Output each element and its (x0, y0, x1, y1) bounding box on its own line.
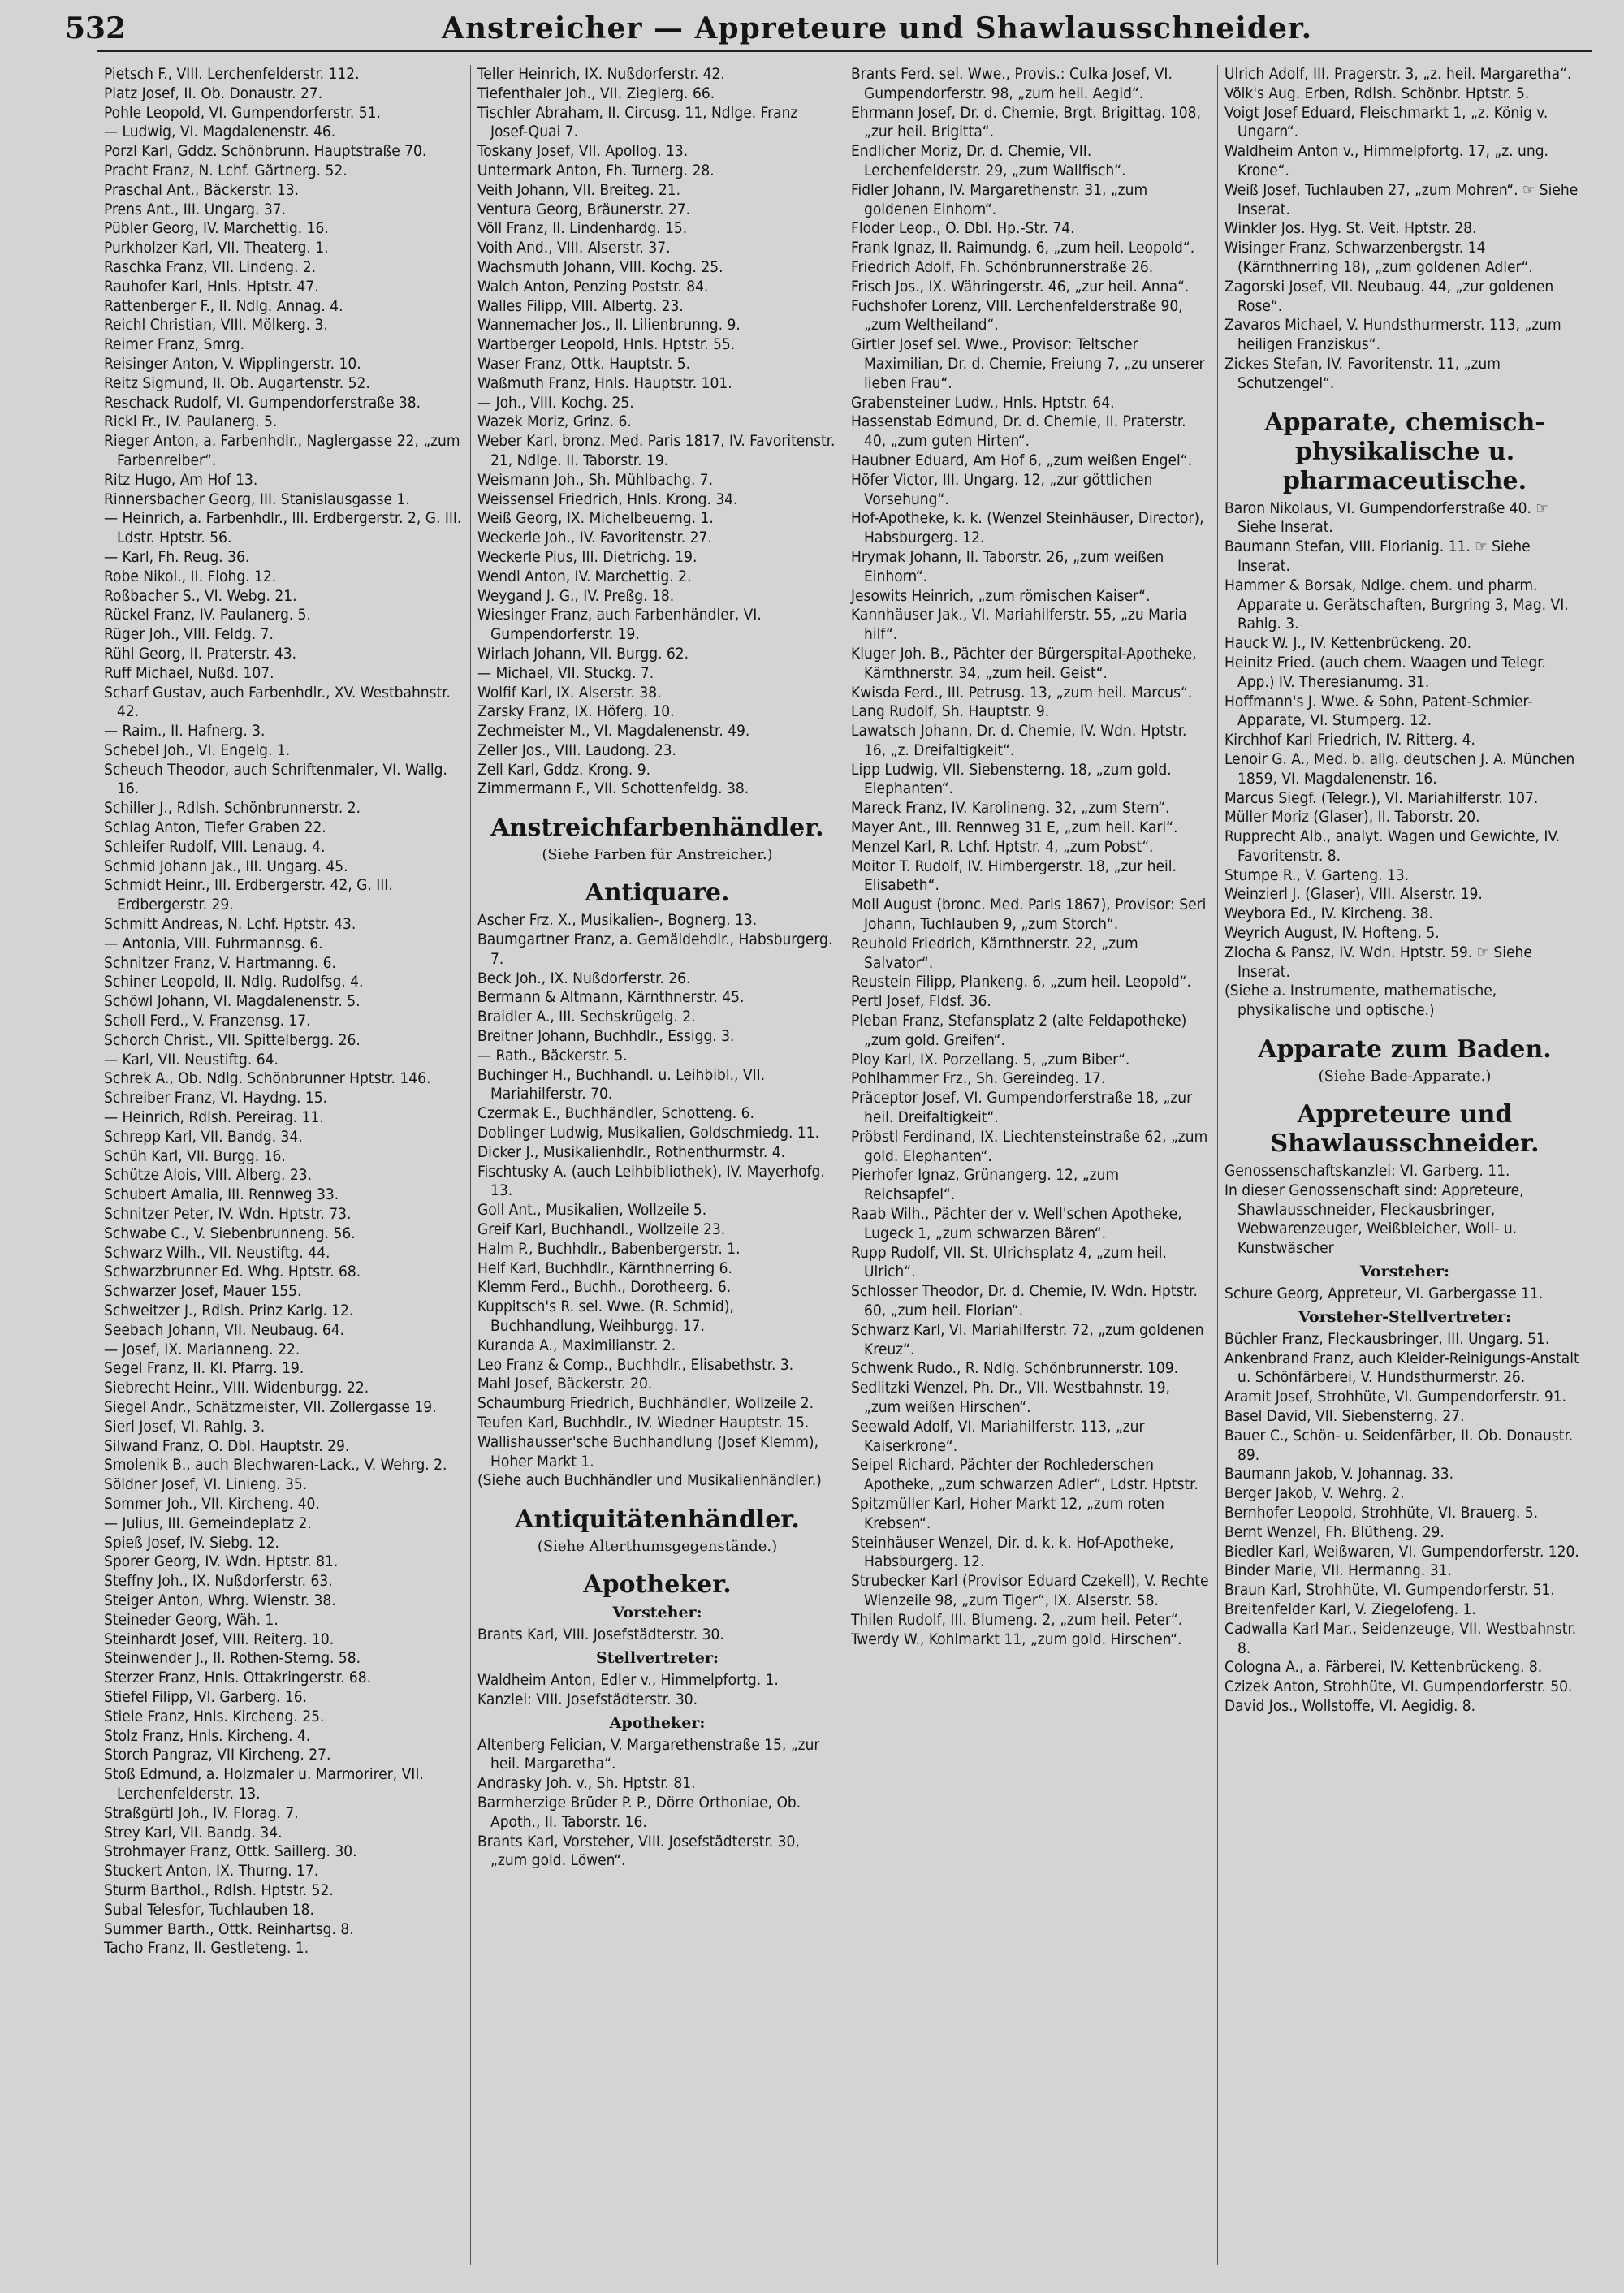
directory-entry: Pröbstl Ferdinand, IX. Liechtensteinstraße 62, „zum gold. Elephanten“. (851, 1127, 1208, 1165)
directory-entry: Ascher Frz. X., Musikalien-, Bognerg. 13. (477, 911, 758, 930)
directory-entry: Strohmayer Franz, Ottk. Saillerg. 30. (104, 1842, 357, 1861)
directory-entry: Rückel Franz, IV. Paulanerg. 5. (104, 606, 311, 624)
column-2 (471, 65, 844, 2265)
directory-entry: Dicker J., Musikalienhdlr., Rothenthurmstr. 4. (477, 1142, 786, 1161)
directory-entry: Sommer Joh., VII. Kircheng. 40. (104, 1494, 320, 1513)
directory-entry: Völk's Aug. Erben, Rdlsh. Schönbr. Hptstr. 5. (1224, 84, 1530, 102)
directory-entry: Stumpe R., V. Garteng. 13. (1224, 866, 1410, 884)
directory-entry: Seewald Adolf, VI. Mariahilferstr. 113, „zur Kaiserkrone“. (851, 1417, 1145, 1455)
subsection-heading: Vorsteher: (612, 1604, 702, 1622)
entry-list (477, 1626, 837, 1645)
directory-entry: Brants Ferd. sel. Wwe., Provis.: Culka Josef, VI. Gumpendorferstr. 98, „zum heil. Aegid“. (851, 65, 1173, 102)
directory-entry: Aramit Josef, Strohhüte, VI. Gumpendorferstr. 91. (1224, 1388, 1567, 1406)
directory-entry: Kuppitsch's R. sel. Wwe. (R. Schmid), Buchhandlung, Weihburgg. 17. (477, 1298, 734, 1336)
directory-entry: Rieger Anton, a. Farbenhdlr., Naglergasse 22, „zum Farbenreiber“. (104, 432, 460, 469)
directory-entry: Goll Ant., Musikalien, Wollzeile 5. (477, 1201, 707, 1220)
directory-entry: Fidler Johann, IV. Margarethenstr. 31, „zum goldenen Einhorn“. (851, 180, 1148, 218)
directory-entry: — Joh., VIII. Kochg. 25. (477, 393, 634, 412)
directory-entry: Schweitzer J., Rdlsh. Prinz Karlg. 12. (104, 1302, 354, 1319)
directory-entry: Straßgürtl Joh., IV. Florag. 7. (104, 1803, 299, 1822)
running-title: Anstreicher — Appreteure und Shawlausschneider. (441, 11, 1313, 45)
column-1 (97, 65, 471, 2265)
directory-entry: Girtler Josef sel. Wwe., Provisor: Teltscher Maximilian, Dr. d. Chemie, Freiung 7, „zu unserer lieben Frau“. (851, 335, 1205, 392)
directory-entry: Ritz Hugo, Am Hof 13. (104, 470, 258, 489)
directory-entry: Buchinger H., Buchhandl. u. Leihbibl., VII. Mariahilferstr. 70. (477, 1065, 766, 1103)
directory-entry: Völl Franz, II. Lindenhardg. 15. (477, 219, 688, 238)
directory-entry: Schrek A., Ob. Ndlg. Schönbrunner Hptstr. 146. (104, 1069, 431, 1088)
directory-entry: Schorch Christ., VII. Spittelbergg. 26. (104, 1030, 361, 1049)
directory-entry: Pertl Josef, Fldsf. 36. (851, 992, 991, 1011)
page-number: 532 (65, 11, 127, 45)
entry-list (1224, 65, 1585, 394)
directory-entry: Fuchshofer Lorenz, VIII. Lerchenfelderstraße 90, „zum Weltheiland“. (851, 296, 1183, 335)
directory-entry: Schnitzer Peter, IV. Wdn. Hptstr. 73. (104, 1205, 352, 1224)
directory-entry: Zarsky Franz, IX. Höferg. 10. (477, 702, 675, 721)
directory-entry: Sporer Georg, IV. Wdn. Hptstr. 81. (104, 1552, 339, 1571)
directory-entry: Weiß Josef, Tuchlauben 27, „zum Mohren“. ☞ Siehe Inserat. (1224, 180, 1579, 218)
directory-entry: Fischtusky A. (auch Leihbibliothek), IV. Mayerhofg. 13. (477, 1162, 825, 1200)
directory-entry: Hammer & Borsak, Ndlge. chem. und pharm. Apparate u. Gerätschaften, Burgring 3, Mag. VI. Rahlg. 3. (1224, 576, 1569, 633)
directory-entry: Twerdy W., Kohlmarkt 11, „zum gold. Hirschen“. (851, 1630, 1182, 1648)
directory-entry: Heinitz Fried. (auch chem. Waagen und Telegr. App.) IV. Theresianumg. 31. (1224, 653, 1546, 691)
directory-entry: Altenberg Felician, V. Margarethenstraße 15, „zur heil. Margaretha“. (477, 1735, 820, 1773)
directory-entry: Baron Nikolaus, VI. Gumpendorferstraße 40. ☞ Siehe Inserat. (1224, 499, 1548, 537)
directory-entry: Büchler Franz, Fleckausbringer, III. Ungarg. 51. (1224, 1329, 1550, 1348)
directory-entry: Waldheim Anton, Edler v., Himmelpfortg. 1. (477, 1670, 779, 1689)
directory-entry: Wendl Anton, IV. Marchettig. 2. (477, 567, 692, 585)
directory-entry: Voith And., VIII. Alserstr. 37. (477, 239, 671, 257)
section-note: (Siehe Farben für Anstreicher.) (542, 846, 773, 864)
directory-entry: — Antonia, VIII. Fuhrmannsg. 6. (104, 934, 323, 952)
directory-entry: Kannhäuser Jak., VI. Mariahilferstr. 55, „zu Maria hilf“. (851, 606, 1187, 644)
directory-entry: Zechmeister M., VI. Magdalenenstr. 49. (477, 722, 750, 741)
subsection-heading: Vorsteher-Stellvertreter: (1298, 1307, 1511, 1326)
directory-entry: Lipp Ludwig, VII. Siebensterng. 18, „zum gold. Elephanten“. (851, 760, 1172, 798)
directory-entry: Stoß Edmund, a. Holzmaler u. Marmorirer, VII. Lerchenfelderstr. 13. (104, 1765, 424, 1803)
directory-entry: Schmid Johann Jak., III. Ungarg. 45. (104, 857, 348, 875)
directory-entry: Weinzierl J. (Glaser), VIII. Alserstr. 19. (1224, 885, 1483, 904)
directory-entry: Schubert Amalia, III. Rennweg 33. (104, 1185, 339, 1204)
directory-entry: Reuhold Friedrich, Kärnthnerstr. 22, „zum Salvator“. (851, 934, 1138, 972)
directory-entry: Winkler Jos. Hyg. St. Veit. Hptstr. 28. (1224, 219, 1477, 238)
directory-entry: Siebrecht Heinr., VIII. Widenburgg. 22. (104, 1379, 369, 1397)
directory-entry: Barmherzige Brüder P. P., Dörre Orthoniae, Ob. Apoth., II. Taborstr. 16. (477, 1793, 801, 1831)
directory-entry: Schlag Anton, Tiefer Graben 22. (104, 818, 326, 837)
directory-entry: Roßbacher S., VI. Webg. 21. (104, 586, 297, 605)
directory-entry: Moitor T. Rudolf, IV. Himbergerstr. 18, „zur heil. Elisabeth“. (851, 857, 1177, 895)
directory-entry: Platz Josef, II. Ob. Donaustr. 27. (104, 84, 323, 102)
directory-entry: Schlosser Theodor, Dr. d. Chemie, IV. Wdn. Hptstr. 60, „zum heil. Florian“. (851, 1282, 1198, 1319)
directory-entry: Hoffmann's J. Wwe. & Sohn, Patent-Schmier-Apparate, VI. Stumperg. 12. (1224, 692, 1533, 730)
directory-entry: Stolz Franz, Hnls. Kircheng. 4. (104, 1726, 311, 1745)
subsection-heading: Vorsteher: (1359, 1263, 1450, 1281)
columns (97, 65, 1592, 2265)
directory-entry: Scheuch Theodor, auch Schriftenmaler, VI. Wallg. 16. (104, 760, 447, 798)
directory-entry: Grabensteiner Ludw., Hnls. Hptstr. 64. (851, 393, 1115, 412)
directory-entry: — Heinrich, a. Farbenhdlr., III. Erdbergerstr. 2, G. III. Ldstr. Hptstr. 56. (104, 509, 462, 547)
directory-entry: Storch Pangraz, VII Kircheng. 27. (104, 1746, 331, 1764)
directory-entry: Braidler A., III. Sechskrügelg. 2. (477, 1008, 696, 1026)
directory-entry: Silwand Franz, O. Dbl. Hauptstr. 29. (104, 1436, 350, 1455)
directory-entry: Doblinger Ludwig, Musikalien, Goldschmiedg. 11. (477, 1124, 820, 1142)
directory-entry: Weissensel Friedrich, Hnls. Krong. 34. (477, 490, 738, 508)
directory-entry: Breitenfelder Karl, V. Ziegelofeng. 1. (1224, 1600, 1476, 1618)
directory-entry: Reimer Franz, Smrg. (104, 335, 245, 354)
directory-entry: Stiefel Filipp, VI. Garberg. 16. (104, 1687, 308, 1706)
directory-entry: Zickes Stefan, IV. Favoritenstr. 11, „zum Schutzengel“. (1224, 354, 1501, 392)
directory-entry: Sterzer Franz, Hnls. Ottakringerstr. 68. (104, 1669, 371, 1687)
directory-entry: Pohle Leopold, VI. Gumpendorferstr. 51. (104, 103, 381, 122)
directory-entry: David Jos., Wollstoffe, VI. Aegidig. 8. (1224, 1696, 1476, 1715)
directory-entry: Ploy Karl, IX. Porzellang. 5, „zum Biber“. (851, 1050, 1130, 1069)
directory-entry: Zeller Jos., VIII. Laudong. 23. (477, 741, 676, 759)
directory-entry: Steinwender J., II. Rothen-Sterng. 58. (104, 1649, 361, 1668)
directory-entry: Breitner Johann, Buchhdlr., Essigg. 3. (477, 1027, 735, 1046)
directory-entry: Baumann Stefan, VIII. Florianig. 11. ☞ Siehe Inserat. (1224, 538, 1531, 575)
directory-entry: Reschack Rudolf, VI. Gumpendorferstraße 38. (104, 393, 421, 412)
directory-entry: Schwarz Wilh., VII. Neustiftg. 44. (104, 1243, 330, 1262)
directory-entry: Rauhofer Karl, Hnls. Hptstr. 47. (104, 277, 319, 296)
directory-entry: Hauck W. J., IV. Kettenbrückeng. 20. (1224, 634, 1472, 653)
directory-entry: Bauer C., Schön- u. Seidenfärber, II. Ob. Donaustr. 89. (1224, 1426, 1574, 1464)
directory-entry: — Heinrich, Rdlsh. Pereirag. 11. (104, 1108, 324, 1127)
directory-entry: Reisinger Anton, V. Wipplingerstr. 10. (104, 354, 361, 373)
section-heading: Appreteure und Shawlausschneider. (1270, 1100, 1540, 1159)
section-heading: Apotheker. (583, 1570, 732, 1600)
directory-entry: Helf Karl, Buchhdlr., Kärnthnerring 6. (477, 1259, 732, 1277)
directory-entry: In dieser Genossenschaft sind: Appreteure, Shawlausschneider, Fleckausbringer, Webwarenzeuger, Weißbleicher, Woll- u. Kunstwäscher (1224, 1181, 1524, 1258)
directory-entry: Schöwl Johann, VI. Magdalenenstr. 5. (104, 992, 361, 1011)
directory-entry: Strey Karl, VII. Bandg. 34. (104, 1823, 283, 1842)
directory-entry: Prens Ant., III. Ungarg. 37. (104, 200, 286, 218)
directory-entry: Lawatsch Johann, Dr. d. Chemie, IV. Wdn. Hptstr. 16, „z. Dreifaltigkeit“. (851, 722, 1187, 759)
directory-entry: Lenoir G. A., Med. b. allg. deutschen J. A. München 1859, VI. Magdalenenstr. 16. (1224, 749, 1575, 788)
column-4 (1218, 65, 1592, 2265)
directory-entry: Sturm Barthol., Rdlsh. Hptstr. 52. (104, 1881, 334, 1899)
directory-entry: Baumann Jakob, V. Johannag. 33. (1224, 1465, 1454, 1483)
directory-entry: Smolenik B., auch Blechwaren-Lack., V. Wehrg. 2. (104, 1456, 447, 1475)
directory-entry: Greif Karl, Buchhandl., Wollzeile 23. (477, 1220, 726, 1239)
directory-entry: Bernhofer Leopold, Strohhüte, VI. Brauerg. 5. (1224, 1504, 1539, 1522)
directory-entry: Pohlhammer Frz., Sh. Gereindeg. 17. (851, 1069, 1106, 1088)
directory-entry: Schütze Alois, VIII. Alberg. 23. (104, 1166, 312, 1185)
directory-entry: Halm P., Buchhdlr., Babenbergerstr. 1. (477, 1239, 741, 1258)
directory-entry: Ulrich Adolf, III. Pragerstr. 3, „z. heil. Margaretha“. (1224, 65, 1572, 83)
directory-entry: Lang Rudolf, Sh. Hauptstr. 9. (851, 702, 1050, 721)
directory-entry: Walch Anton, Penzing Poststr. 84. (477, 277, 709, 296)
directory-entry: — Michael, VII. Stuckg. 7. (477, 663, 654, 682)
entry-list (477, 65, 837, 799)
directory-entry: Strubecker Karl (Provisor Eduard Czekell), V. Rechte Wienzeile 98, „zum Tiger“, IX. Alserstr. 58. (851, 1572, 1209, 1609)
directory-entry: Bermann & Altmann, Kärnthnerstr. 45. (477, 988, 745, 1007)
directory-entry: Rupprecht Alb., analyt. Wagen und Gewichte, IV. Favoritenstr. 8. (1224, 827, 1561, 865)
directory-entry: Wartberger Leopold, Hnls. Hptstr. 55. (477, 335, 736, 354)
subsection-heading: Apotheker: (609, 1713, 706, 1732)
column-3 (844, 65, 1218, 2265)
directory-entry: Zavaros Michael, V. Hundsthurmerstr. 113, „zum heiligen Franziskus“. (1224, 316, 1561, 354)
directory-entry: Ehrmann Josef, Dr. d. Chemie, Brgt. Brigittag. 108, „zur heil. Brigitta“. (851, 103, 1201, 141)
page-header (65, 11, 1592, 52)
directory-entry: Frank Ignaz, II. Raimundg. 6, „zum heil. Leopold“. (851, 239, 1195, 257)
directory-entry: Rattenberger F., II. Ndlg. Annag. 4. (104, 296, 343, 315)
directory-entry: Reichl Christian, VIII. Mölkerg. 3. (104, 316, 328, 335)
directory-entry: — Ludwig, VI. Magdalenenstr. 46. (104, 123, 336, 141)
directory-entry: Endlicher Moriz, Dr. d. Chemie, VII. Lerchenfelderstr. 29, „zum Wallfisch“. (851, 142, 1126, 179)
directory-entry: — Karl, VII. Neustiftg. 64. (104, 1050, 279, 1069)
directory-entry: Braun Karl, Strohhüte, VI. Gumpendorferstr. 51. (1224, 1581, 1555, 1600)
directory-entry: Wachsmuth Johann, VIII. Kochg. 25. (477, 257, 723, 276)
directory-entry: (Siehe auch Buchhändler und Musikalienhändler.) (477, 1471, 822, 1490)
directory-entry: Wirlach Johann, VII. Burgg. 62. (477, 644, 689, 663)
directory-entry: Rühl Georg, II. Praterstr. 43. (104, 644, 297, 663)
directory-entry: Stuckert Anton, IX. Thurng. 17. (104, 1862, 319, 1881)
directory-entry: Scharf Gustav, auch Farbenhdlr., XV. Westbahnstr. 42. (104, 683, 451, 721)
directory-entry: Seebach Johann, VII. Neubaug. 64. (104, 1320, 345, 1339)
directory-entry: Porzl Karl, Gddz. Schönbrunn. Hauptstraße 70. (104, 142, 427, 161)
directory-entry: Bernt Wenzel, Fh. Blütheng. 29. (1224, 1522, 1445, 1541)
directory-entry: Seipel Richard, Pächter der Rochlederschen Apotheke, „zum schwarzen Adler“, Ldstr. Hptstr. (851, 1456, 1199, 1494)
directory-entry: Rinnersbacher Georg, III. Stanislausgasse 1. (104, 490, 410, 508)
directory-entry: Tiefenthaler Joh., VII. Zieglerg. 66. (477, 84, 715, 102)
directory-entry: Reustein Filipp, Plankeng. 6, „zum heil. Leopold“. (851, 973, 1191, 991)
entry-list (477, 911, 837, 1491)
directory-entry: Raab Wilh., Pächter der v. Well'schen Apotheke, Lugeck 1, „zum schwarzen Bären“. (851, 1205, 1182, 1242)
directory-entry: Brants Karl, Vorsteher, VIII. Josefstädterstr. 30, „zum gold. Löwen“. (477, 1832, 800, 1870)
section-heading: Apparate, chemisch-physikalische u. pharmaceutische. (1264, 408, 1545, 495)
directory-entry: Genossenschaftskanzlei: VI. Garberg. 11. (1224, 1162, 1510, 1181)
directory-entry: Zlocha & Pansz, IV. Wdn. Hptstr. 59. ☞ Siehe Inserat. (1224, 943, 1532, 981)
directory-entry: Kwisda Ferd., III. Petrusg. 13, „zum heil. Marcus“. (851, 683, 1193, 702)
directory-entry: Spieß Josef, IV. Siebg. 12. (104, 1533, 279, 1552)
directory-entry: Ruff Michael, Nußd. 107. (104, 663, 274, 682)
directory-entry: Haubner Eduard, Am Hof 6, „zum weißen Engel“. (851, 451, 1193, 469)
directory-entry: Wallishausser'sche Buchhandlung (Josef Klemm), Hoher Markt 1. (477, 1432, 819, 1470)
directory-entry: Mareck Franz, IV. Karolineng. 32, „zum Stern“. (851, 799, 1170, 818)
directory-entry: Steinhardt Josef, VIII. Reiterg. 10. (104, 1630, 335, 1648)
directory-entry: Brants Karl, VIII. Josefstädterstr. 30. (477, 1626, 724, 1644)
directory-entry: Steineder Georg, Wäh. 1. (104, 1610, 279, 1629)
entry-list (1224, 1285, 1585, 1304)
directory-entry: Waldheim Anton v., Himmelpfortg. 17, „z. ung. Krone“. (1224, 142, 1548, 179)
subsection-heading: Stellvertreter: (596, 1648, 719, 1667)
directory-entry: Kirchhof Karl Friedrich, IV. Ritterg. 4. (1224, 731, 1475, 749)
entry-list (104, 65, 464, 1958)
directory-entry: Schreiber Franz, VI. Haydng. 15. (104, 1089, 327, 1108)
directory-entry: Weyrich August, IV. Hofteng. 5. (1224, 924, 1440, 943)
directory-entry: Müller Moriz (Glaser), II. Taborstr. 20. (1224, 808, 1480, 827)
directory-entry: Robe Nikol., II. Flohg. 12. (104, 567, 277, 585)
directory-entry: Schiner Leopold, II. Ndlg. Rudolfsg. 4. (104, 973, 364, 991)
directory-entry: Weismann Joh., Sh. Mühlbachg. 7. (477, 470, 714, 489)
directory-entry: Segel Franz, II. Kl. Pfarrg. 19. (104, 1359, 304, 1378)
directory-entry: Kluger Joh. B., Pächter der Bürgerspital-Apotheke, Kärnthnerstr. 34, „zum heil. Geist“. (851, 644, 1197, 682)
directory-entry: Schrepp Karl, VII. Bandg. 34. (104, 1127, 303, 1146)
directory-entry: Hof-Apotheke, k. k. (Wenzel Steinhäuser, Director), Habsburgerg. 12. (851, 509, 1204, 547)
directory-entry: Basel David, VII. Siebensterng. 27. (1224, 1407, 1465, 1426)
directory-entry: Rüger Joh., VIII. Feldg. 7. (104, 625, 274, 644)
entry-list (477, 1736, 837, 1872)
directory-entry: Spitzmüller Karl, Hoher Markt 12, „zum roten Krebsen“. (851, 1494, 1164, 1532)
directory-entry: Walles Filipp, VIII. Albertg. 23. (477, 296, 684, 315)
directory-entry: Rupp Rudolf, VII. St. Ulrichsplatz 4, „zum heil. Ulrich“. (851, 1243, 1167, 1281)
directory-entry: Schure Georg, Appreteur, VI. Garbergasse 11. (1224, 1285, 1544, 1303)
directory-entry: Wolfif Karl, IX. Alserstr. 38. (477, 683, 662, 702)
directory-entry: Ankenbrand Franz, auch Kleider-Reinigungs-Anstalt u. Schönfärberei, V. Hundsthurmerstr. 26. (1224, 1349, 1579, 1387)
directory-entry: Schleifer Rudolf, VIII. Lenaug. 4. (104, 837, 326, 856)
directory-entry: Schüh Karl, VII. Burgg. 16. (104, 1146, 286, 1165)
directory-entry: Biedler Karl, Weißwaren, VI. Gumpendorferstr. 120. (1224, 1542, 1579, 1561)
directory-entry: — Julius, III. Gemeindeplatz 2. (104, 1514, 312, 1532)
directory-entry: Schwenk Rudo., R. Ndlg. Schönbrunnerstr. 109. (851, 1359, 1179, 1378)
directory-entry: Hassenstab Edmund, Dr. d. Chemie, II. Praterstr. 40, „zum guten Hirten“. (851, 412, 1186, 451)
directory-entry: Tacho Franz, II. Gestleteng. 1. (104, 1939, 309, 1958)
directory-entry: — Karl, Fh. Reug. 36. (104, 547, 250, 566)
section-heading: Anstreichfarbenhändler. (490, 814, 824, 843)
directory-entry: Scholl Ferd., V. Franzensg. 17. (104, 1012, 311, 1030)
directory-entry: Wiesinger Franz, auch Farbenhändler, VI. Gumpendorferstr. 19. (477, 606, 762, 644)
directory-entry: Wannemacher Jos., II. Lilienbrunng. 9. (477, 316, 741, 335)
directory-entry: Schnitzer Franz, V. Hartmanng. 6. (104, 953, 336, 972)
directory-entry: Praschal Ant., Bäckerstr. 13. (104, 180, 300, 199)
directory-entry: Menzel Karl, R. Lchf. Hptstr. 4, „zum Pobst“. (851, 837, 1154, 856)
entry-list (1224, 499, 1585, 1021)
directory-entry: Waßmuth Franz, Hnls. Hauptstr. 101. (477, 374, 732, 392)
directory-entry: Cadwalla Karl Mar., Seidenzeuge, VII. Westbahnstr. 8. (1224, 1619, 1577, 1657)
directory-entry: Raschka Franz, VII. Lindeng. 2. (104, 257, 317, 276)
directory-entry: Cologna A., a. Färberei, IV. Kettenbrückeng. 8. (1224, 1658, 1543, 1677)
directory-entry: Floder Leop., O. Dbl. Hp.-Str. 74. (851, 219, 1075, 238)
directory-entry: Schwarzbrunner Ed. Whg. Hptstr. 68. (104, 1263, 361, 1281)
directory-entry: Wisinger Franz, Schwarzenbergstr. 14 (Kärnthnerring 18), „zum goldenen Adler“. (1224, 239, 1533, 276)
directory-entry: Weybora Ed., IV. Kircheng. 38. (1224, 905, 1433, 923)
directory-entry: Höfer Victor, III. Ungarg. 12, „zur göttlichen Vorsehung“. (851, 470, 1153, 508)
directory-entry: Pleban Franz, Stefansplatz 2 (alte Feldapotheke) „zum gold. Greifen“. (851, 1012, 1187, 1049)
directory-entry: Sedlitzki Wenzel, Ph. Dr., VII. Westbahnstr. 19, „zum weißen Hirschen“. (851, 1379, 1170, 1416)
directory-entry: Weckerle Pius, III. Dietrichg. 19. (477, 547, 698, 566)
directory-entry: Schwarzer Josef, Mauer 155. (104, 1282, 302, 1301)
directory-entry: Wazek Moriz, Grinz. 6. (477, 412, 632, 431)
directory-entry: Waser Franz, Ottk. Hauptstr. 5. (477, 354, 691, 373)
directory-entry: — Raim., II. Hafnerg. 3. (104, 722, 266, 741)
directory-entry: Thilen Rudolf, III. Blumeng. 2, „zum heil. Peter“. (851, 1610, 1183, 1629)
directory-entry: Jesowits Heinrich, „zum römischen Kaiser“. (851, 586, 1151, 605)
directory-entry: Schiller J., Rdlsh. Schönbrunnerstr. 2. (104, 799, 361, 818)
directory-entry: Steinhäuser Wenzel, Dir. d. k. k. Hof-Apotheke, Habsburgerg. 12. (851, 1533, 1174, 1571)
section-note: (Siehe Bade-Apparate.) (1318, 1068, 1492, 1086)
directory-entry: Schaumburg Friedrich, Buchhändler, Wollzeile 2. (477, 1394, 814, 1413)
directory-entry: Andrasky Joh. v., Sh. Hptstr. 81. (477, 1774, 696, 1793)
directory-entry: Ventura Georg, Bräunerstr. 27. (477, 200, 691, 218)
directory-entry: Zell Karl, Gddz. Krong. 9. (477, 760, 651, 779)
section-heading: Apparate zum Baden. (1258, 1035, 1552, 1064)
directory-entry: Berger Jakob, V. Wehrg. 2. (1224, 1484, 1405, 1503)
directory-entry: Teller Heinrich, IX. Nußdorferstr. 42. (477, 65, 725, 83)
section-note: (Siehe Alterthumsgegenstände.) (537, 1538, 778, 1556)
directory-entry: Voigt Josef Eduard, Fleischmarkt 1, „z. König v. Ungarn“. (1224, 103, 1548, 141)
entry-list (851, 65, 1211, 1649)
directory-entry: Reitz Sigmund, II. Ob. Augartenstr. 52. (104, 374, 370, 392)
directory-entry: Zagorski Josef, VII. Neubaug. 44, „zur goldenen Rose“. (1224, 277, 1554, 315)
directory-entry: Czermak E., Buchhändler, Schotteng. 6. (477, 1104, 754, 1123)
directory-entry: Präceptor Josef, VI. Gumpendorferstraße 18, „zur heil. Dreifaltigkeit“. (851, 1089, 1193, 1127)
directory-entry: — Rath., Bäckerstr. 5. (477, 1046, 628, 1064)
directory-entry: Friedrich Adolf, Fh. Schönbrunnerstraße 26. (851, 257, 1154, 276)
directory-entry: Baumgartner Franz, a. Gemäldehdlr., Habsburgerg. 7. (477, 931, 833, 968)
directory-entry: Sierl Josef, VI. Rahlg. 3. (104, 1417, 266, 1436)
directory-entry: Mayer Ant., III. Rennweg 31 E, „zum heil. Karl“. (851, 818, 1178, 837)
entry-list (1224, 1330, 1585, 1349)
directory-entry: Kuranda A., Maximilianstr. 2. (477, 1336, 676, 1354)
directory-entry: Klemm Ferd., Buchh., Dorotheerg. 6. (477, 1278, 732, 1297)
directory-entry: Steiger Anton, Whrg. Wienstr. 38. (104, 1591, 336, 1609)
directory-entry: Söldner Josef, VI. Linieng. 35. (104, 1475, 308, 1494)
section-heading: Antiquitätenhändler. (515, 1505, 800, 1535)
directory-entry: Schebel Joh., VI. Engelg. 1. (104, 741, 291, 759)
directory-entry: Schwabe C., V. Siebenbrunneng. 56. (104, 1224, 356, 1242)
directory-entry: Pietsch F., VIII. Lerchenfelderstr. 112. (104, 65, 360, 83)
directory-entry: Siegel Andr., Schätzmeister, VII. Zollergasse 19. (104, 1397, 437, 1416)
directory-entry: Weckerle Joh., IV. Favoritenstr. 27. (477, 529, 712, 547)
directory-entry: Veith Johann, VII. Breiteg. 21. (477, 180, 681, 199)
entry-list (1224, 1349, 1585, 1717)
directory-entry: Frisch Jos., IX. Währingerstr. 46, „zur heil. Anna“. (851, 277, 1190, 296)
directory-entry: Czizek Anton, Strohhüte, VI. Gumpendorferstr. 50. (1224, 1678, 1573, 1696)
entry-list (1224, 1162, 1585, 1259)
directory-entry: Binder Marie, VII. Hermanng. 31. (1224, 1561, 1452, 1580)
directory-entry: (Siehe a. Instrumente, mathematische, physikalische und optische.) (1224, 982, 1497, 1020)
entry-list (477, 1671, 837, 1710)
directory-entry: Kanzlei: VIII. Josefstädterstr. 30. (477, 1690, 698, 1708)
directory-entry: Tischler Abraham, II. Circusg. 11, Ndlge. Franz Josef-Quai 7. (477, 103, 798, 141)
directory-entry: — Josef, IX. Marianneng. 22. (104, 1340, 300, 1358)
directory-entry: Pierhofer Ignaz, Grünangerg. 12, „zum Reichsapfel“. (851, 1166, 1120, 1204)
directory-entry: Hrymak Johann, II. Taborstr. 26, „zum weißen Einhorn“. (851, 547, 1164, 585)
directory-entry: Rickl Fr., IV. Paulanerg. 5. (104, 412, 278, 431)
directory-entry: Untermark Anton, Fh. Turnerg. 28. (477, 161, 715, 179)
directory-entry: Pracht Franz, N. Lchf. Gärtnerg. 52. (104, 161, 348, 179)
directory-entry: Marcus Siegf. (Telegr.), VI. Mariahilferstr. 107. (1224, 788, 1539, 807)
directory-entry: Weygand J. G., IV. Preßg. 18. (477, 586, 675, 605)
directory-entry: Summer Barth., Ottk. Reinhartsg. 8. (104, 1919, 354, 1938)
directory-entry: Schmitt Andreas, N. Lchf. Hptstr. 43. (104, 915, 356, 934)
directory-entry: Teufen Karl, Buchhdlr., IV. Wiedner Hauptstr. 15. (477, 1414, 810, 1432)
directory-entry: Beck Joh., IX. Nußdorferstr. 26. (477, 969, 691, 987)
directory-entry: Mahl Josef, Bäckerstr. 20. (477, 1375, 653, 1393)
directory-entry: Schwarz Karl, VI. Mariahilferstr. 72, „zum goldenen Kreuz“. (851, 1320, 1204, 1358)
directory-entry: Purkholzer Karl, VII. Theaterg. 1. (104, 239, 329, 257)
directory-entry: Stiele Franz, Hnls. Kircheng. 25. (104, 1707, 325, 1725)
directory-entry: Weber Karl, bronz. Med. Paris 1817, IV. Favoritenstr. 21, Ndlge. II. Taborstr. 19. (477, 432, 836, 469)
directory-entry: Zimmermann F., VII. Schottenfeldg. 38. (477, 779, 749, 798)
directory-entry: Pübler Georg, IV. Marchettig. 16. (104, 219, 329, 238)
directory-entry: Leo Franz & Comp., Buchhdlr., Elisabethstr. 3. (477, 1355, 794, 1374)
directory-entry: Schmidt Heinr., III. Erdbergerstr. 42, G. III. Erdbergerstr. 29. (104, 876, 393, 914)
directory-entry: Moll August (bronc. Med. Paris 1867), Provisor: Seri Johann, Tuchlauben 9, „zum Storch“. (851, 896, 1207, 934)
directory-entry: Toskany Josef, VII. Apollog. 13. (477, 142, 689, 161)
directory-entry: Weiß Georg, IX. Michelbeuerng. 1. (477, 509, 714, 528)
section-heading: Antiquare. (585, 879, 730, 908)
directory-entry: Steffny Joh., IX. Nußdorferstr. 63. (104, 1572, 333, 1591)
directory-entry: Subal Telesfor, Tuchlauben 18. (104, 1900, 314, 1919)
